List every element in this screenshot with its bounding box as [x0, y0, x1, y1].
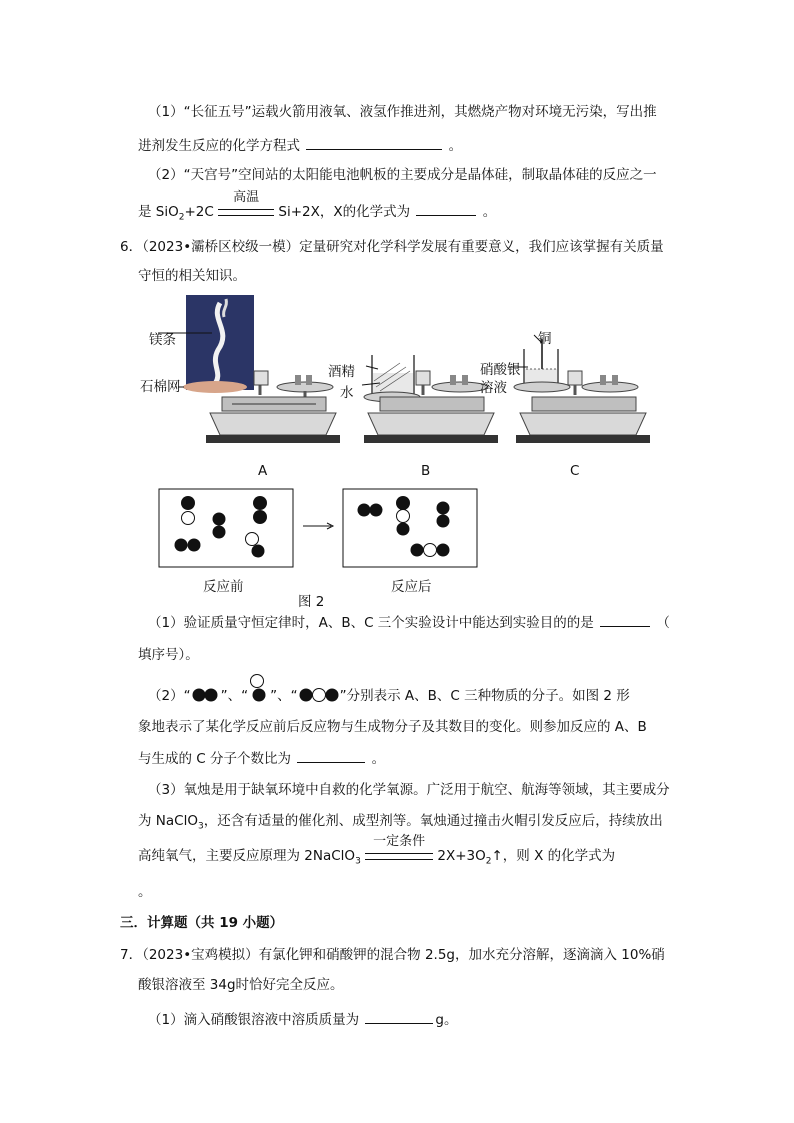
q7-stem-line1: 7．（2023•宝鸡模拟）有氯化钾和硝酸钾的混合物 2.5g，加水充分溶解，逐滴滴入 10%硝	[120, 947, 665, 963]
label-C: C	[570, 463, 580, 479]
q6-stem-line2: 守恒的相关知识。	[138, 268, 246, 284]
reaction-condition: 高温	[218, 204, 274, 216]
q6-stem-line1: 6．（2023•灞桥区校级一模）定量研究对化学科学发展有重要意义，我们应该掌握有关质量	[120, 239, 664, 255]
q5-part2-line1: （2）“天宫号”空间站的太阳能电池帆板的主要成分是晶体硅，制取晶体硅的反应之一	[148, 167, 657, 183]
molecule-b-icon	[248, 687, 270, 703]
answer-blank[interactable]	[297, 748, 365, 763]
label-fig2: 图 2	[298, 594, 325, 610]
q5-part2-line2: 是 SiO$_2$+2C 高温 Si+2X，X的化学式为 。	[138, 190, 497, 223]
q5-part1-line1: （1）“长征五号”运载火箭用液氧、液氢作推进剂，其燃烧产物对环境无污染，写出推	[148, 104, 657, 120]
section-heading: 三．计算题（共 19 小题）	[120, 915, 284, 931]
q6-part1-line1: （1）验证质量守恒定律时，A、B、C 三个实验设计中能达到实验目的的是 （	[148, 612, 670, 633]
balance-c	[508, 335, 650, 443]
answer-blank[interactable]	[365, 1009, 433, 1024]
label-silver-nitrate-2: 溶液	[480, 380, 507, 396]
label-A: A	[258, 463, 268, 479]
q7-stem-line2: 酸银溶液至 34g时恰好完全反应。	[138, 977, 344, 993]
balance-b	[362, 355, 498, 443]
molecule-c-icon	[298, 687, 340, 703]
q6-part1-line2: 填序号）。	[138, 647, 199, 663]
q7-part1: （1）滴入硝酸银溶液中溶质质量为 g。	[148, 1009, 457, 1030]
answer-blank[interactable]	[306, 135, 442, 150]
balance-figure	[140, 295, 660, 455]
molecule-a-icon	[191, 687, 221, 703]
label-water: 水	[340, 385, 354, 401]
label-mg-strip: 镁条	[149, 332, 176, 348]
label-copper: 铜	[538, 331, 552, 347]
label-B: B	[421, 463, 431, 479]
label-silver-nitrate-1: 硝酸银	[480, 362, 521, 378]
label-after: 反应后	[391, 579, 432, 595]
q6-part3-line4: 。	[138, 884, 152, 900]
q6-part3-line2: 为 NaClO$_3$，还含有适量的催化剂、成型剂等。氧烛通过撞击火帽引发反应后，持续放出	[138, 813, 663, 832]
q6-part3-line1: （3）氧烛是用于缺氧环境中自救的化学氧源。广泛用于航空、航海等领域，其主要成分	[148, 782, 670, 798]
q6-part3-line3: 高纯氧气，主要反应原理为 2NaClO$_3$ 一定条件 $2X+3O_2↑$，则 X 的化学式为	[138, 834, 616, 867]
q6-part2-line1: （2）“ ”、“ ”、“ ”分别表示 A、B、C 三种物质的分子。如图 2 形	[148, 686, 630, 706]
label-asbestos: 石棉网	[140, 379, 181, 395]
q5-part1-line2: 进剂发生反应的化学方程式 。	[138, 135, 462, 156]
molecule-figure	[155, 486, 495, 572]
equals-sign	[218, 209, 274, 216]
asbestos-net	[183, 381, 247, 393]
before-box	[159, 489, 293, 567]
q6-part2-line3: 与生成的 C 分子个数比为 。	[138, 748, 385, 769]
answer-blank[interactable]	[600, 612, 650, 627]
q6-part2-line2: 象地表示了某化学反应前后反应物与生成物分子及其数目的变化。则参加反应的 A、B	[138, 719, 647, 735]
balance-a	[158, 295, 340, 443]
after-box	[343, 489, 477, 567]
label-alcohol: 酒精	[328, 364, 355, 380]
reaction-condition: 一定条件	[365, 848, 433, 860]
answer-blank[interactable]	[416, 201, 476, 216]
label-before: 反应前	[203, 579, 244, 595]
equals-sign	[365, 853, 433, 860]
